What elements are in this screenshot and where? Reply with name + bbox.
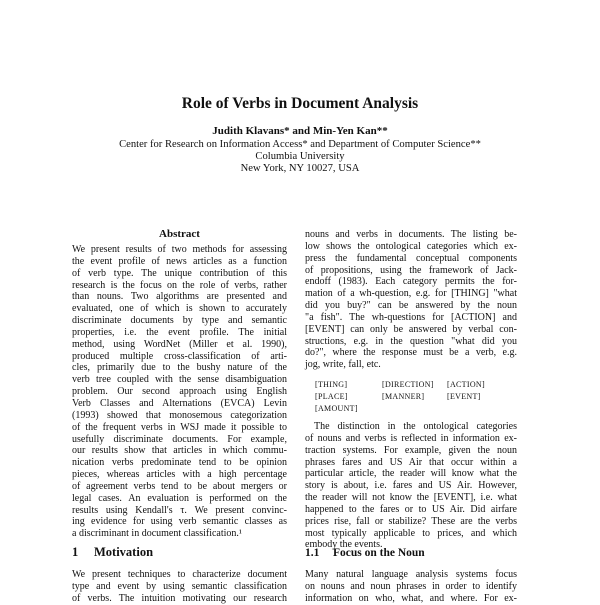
text-line: Many natural language analysis systems focus [305, 569, 517, 580]
abstract-body [72, 244, 287, 540]
category: [MANNER] [382, 392, 425, 401]
subsection-heading-focus [305, 547, 425, 559]
section-heading-motivation [72, 545, 153, 560]
text-line: of nouns and verbs is reflected in information ex- [305, 432, 517, 444]
section-title: Focus on the Noun [333, 547, 425, 559]
affiliation-line: Columbia University [255, 151, 345, 162]
text-line: of verbs. The intuition motivating our research [72, 592, 287, 604]
text-line: traction systems. For example, given the noun [305, 444, 517, 456]
text-line: did you buy?" can be answered by the noun [305, 300, 517, 312]
category: [DIRECTION] [382, 380, 434, 389]
text-line: The distinction in the ontological categories [314, 421, 517, 432]
category: [EVENT] [447, 392, 481, 401]
category: [AMOUNT] [315, 404, 358, 413]
abstract-heading: Abstract [159, 228, 200, 240]
text-line: method, using WordNet (Miller et al. 1990), [72, 338, 287, 350]
section-title: Motivation [94, 545, 154, 559]
section-number: 1 [72, 545, 79, 559]
text-line: evaluated, one of which is shown to accurately [72, 303, 287, 315]
text-line: We present results of two methods for assessing [72, 244, 287, 255]
paper-title: Role of Verbs in Document Analysis [181, 95, 419, 112]
text-line: of verb type. The unique contribution of this [72, 267, 287, 279]
text-line: pieces, whereas articles with a high percentage [72, 469, 287, 481]
text-line: usefully discriminate documents. For example, [72, 433, 287, 445]
text-line: phrases fares and US Air that occur within a [305, 456, 517, 468]
text-line: Verb Classes and Alternations (EVCA) Levin [72, 397, 287, 409]
text-line: story is about, i.e. fares and US Air. However, [305, 480, 517, 492]
text-line: our results show that articles in which commu- [72, 445, 287, 457]
section-number: 1.1 [305, 547, 320, 559]
text-line: We present techniques to characterize document [72, 569, 287, 580]
right-paragraph-2 [305, 421, 517, 551]
text-line: of the frequent verbs in WSJ made it possible to [72, 421, 287, 433]
text-line: most typically applicable to prices, and which [305, 527, 517, 539]
text-line: produced multiple cross-classification of arti- [72, 350, 287, 362]
authors: Judith Klavans* and Min-Yen Kan** [212, 125, 388, 137]
category: [PLACE] [315, 392, 348, 401]
text-line: a discriminant in document classification.¹ [72, 528, 242, 540]
text-line: on nouns and noun phrases in order to identify [305, 580, 517, 592]
affiliation-line: Center for Research on Information Access* and Department of Computer Science** [119, 139, 481, 150]
text-line: (1993) showed that monosemous categorization [72, 409, 287, 421]
text-line: than nouns. Two algorithms are presented and [72, 291, 287, 303]
text-line: nouns and verbs in documents. The listing be- [305, 229, 517, 240]
text-line: low shows the ontological categories which ex- [305, 240, 517, 252]
text-line: of propositions, using the framework of Jack- [305, 264, 517, 276]
text-line: legal cases. An evaluation is performed on the [72, 492, 287, 504]
text-line: cles, primarily due to the bushy nature of the [72, 362, 287, 374]
text-line: [EVENT] can only be answered by verbal con- [305, 323, 517, 335]
text-line: type and event by using semantic classification [72, 580, 287, 592]
text-line: do?", where the response must be a verb, e.g. [305, 347, 517, 359]
motivation-body [72, 569, 287, 605]
text-line: nication verbs predominate tend to be opinion [72, 457, 287, 469]
category: [ACTION] [447, 380, 485, 389]
text-line: jog, write, fall, etc. [305, 359, 381, 371]
right-paragraph-1 [305, 229, 517, 371]
focus-body [305, 569, 517, 605]
text-line: embody the events. [305, 539, 383, 551]
text-line: the event profile of news articles as a function [72, 255, 287, 267]
text-line: endoff (1983). Each category permits the for- [305, 276, 517, 288]
text-line: press the fundamental conceptual components [305, 252, 517, 264]
text-line: prices rise, fall or stabilize? These are the verbs [305, 515, 517, 527]
text-line: research is the focus on the role of verbs, rather [72, 279, 287, 291]
category: [THING] [315, 380, 348, 389]
text-line: problem. Our second approach using English [72, 386, 287, 398]
text-line: discriminate documents by type and semantic [72, 315, 287, 327]
text-line: the reader will not know the [EVENT], i.e. what [305, 492, 517, 504]
affiliation-line: New York, NY 10027, USA [240, 163, 360, 174]
text-line: mation of a wh-question, e.g. for [THING] "what [305, 288, 517, 300]
text-line: of agreement verbs tend to be about mergers or [72, 480, 287, 492]
text-line: ing evidence for using verb semantic classes as [72, 516, 287, 528]
text-line: information on who, what, and where. For ex- [305, 592, 517, 604]
text-line: "a fish". The wh-questions for [ACTION] and [305, 311, 517, 323]
text-line: particular article, the reader will know what the [305, 468, 517, 480]
text-line: results using Kendall's τ. We present convinc- [72, 504, 287, 516]
text-line: verb tree coupled with the sense disambiguation [72, 374, 287, 386]
text-line: structions, e.g. in the question "what did you [305, 335, 517, 347]
text-line: properties, i.e. the event profile. The initial [72, 326, 287, 338]
text-line: happened to the fares or to US Air. Did airfare [305, 503, 517, 515]
